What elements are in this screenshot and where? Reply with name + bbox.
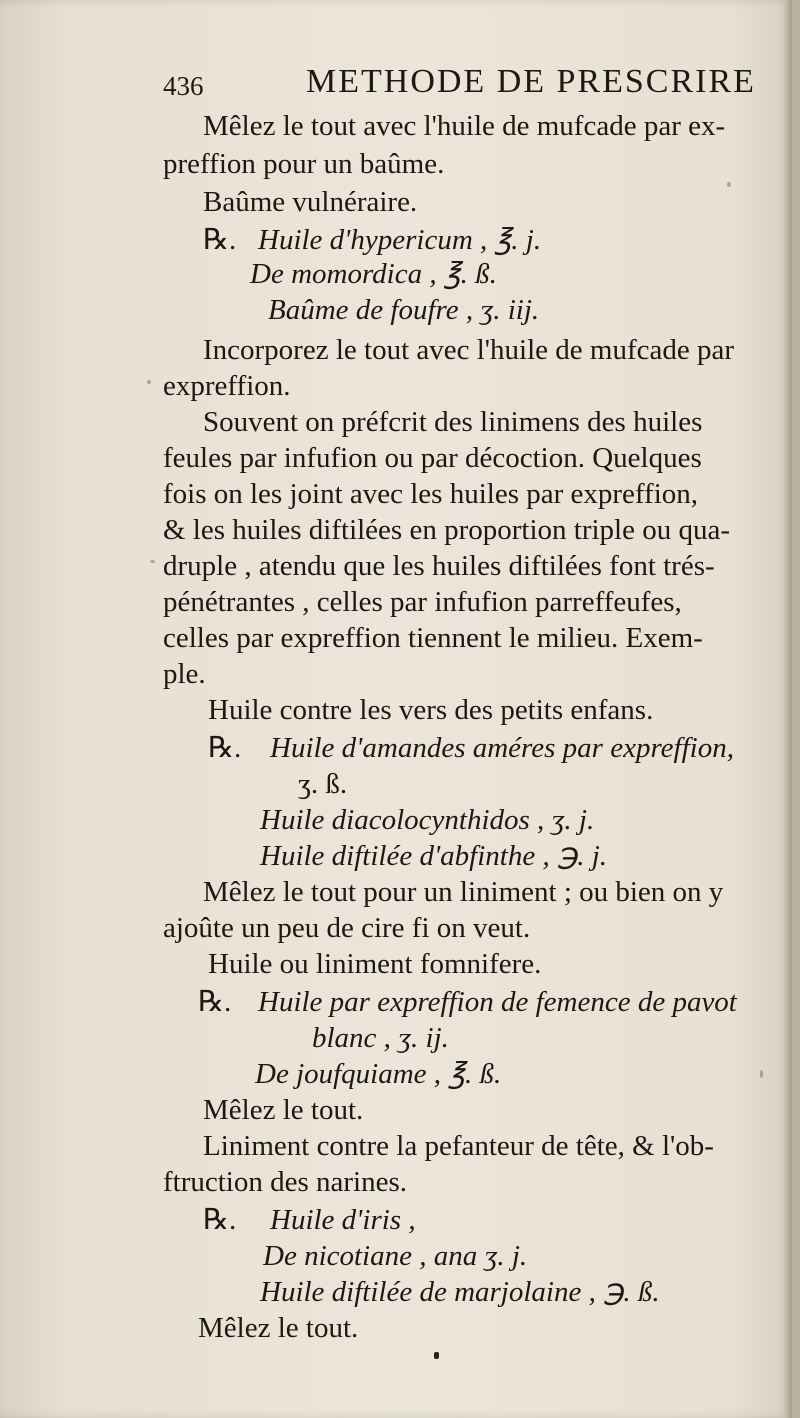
text-line: feules par infufion ou par décoction. Quelques bbox=[163, 442, 702, 474]
prescription-line: ʒ. ß. bbox=[298, 768, 348, 800]
prescription-line: blanc , ʒ. ij. bbox=[312, 1022, 449, 1054]
prescription-line: De momordica , ℥. ß. bbox=[250, 258, 497, 290]
running-head: METHODE DE PRESCRIRE bbox=[306, 63, 756, 100]
recipe-symbol: ℞. bbox=[198, 986, 232, 1018]
recipe-symbol: ℞. bbox=[208, 732, 242, 764]
prescription-line: Huile diftilée de marjolaine , ℈. ß. bbox=[260, 1276, 660, 1308]
prescription-line: Huile par expreffion de femence de pavot bbox=[258, 986, 737, 1018]
prescription-line: Baûme de foufre , ʒ. iij. bbox=[268, 294, 540, 326]
prescription-line: Huile diftilée d'abfinthe , ℈. j. bbox=[260, 840, 608, 872]
page-number: 436 bbox=[163, 71, 204, 101]
text-line: preffion pour un baûme. bbox=[163, 148, 445, 180]
text-line: Incorporez le tout avec l'huile de mufcade par bbox=[203, 334, 734, 366]
text-line: Huile contre les vers des petits enfans. bbox=[208, 694, 654, 726]
text-line: Huile ou liniment fomnifere. bbox=[208, 948, 542, 980]
text-line: expreffion. bbox=[163, 370, 291, 402]
text-line: ftruction des narines. bbox=[163, 1166, 408, 1198]
prescription-line: De nicotiane , ana ʒ. j. bbox=[263, 1240, 528, 1272]
text-line: fois on les joint avec les huiles par expreffion, bbox=[163, 478, 699, 510]
text-line: Mêlez le tout. bbox=[198, 1312, 359, 1344]
text-line: & les huiles diftilées en proportion triple ou qua- bbox=[163, 514, 730, 546]
text-line: Mêlez le tout pour un liniment ; ou bien on y bbox=[203, 876, 724, 908]
text-line: ajoûte un peu de cire fi on veut. bbox=[163, 912, 531, 944]
prescription-line: Huile diacolocynthidos , ʒ. j. bbox=[260, 804, 595, 836]
ink-mark bbox=[434, 1352, 439, 1359]
text-line: Mêlez le tout. bbox=[203, 1094, 364, 1126]
text-line: ple. bbox=[163, 658, 206, 690]
prescription-line: Huile d'amandes améres par expreffion, bbox=[270, 732, 734, 764]
text-line: Mêlez le tout avec l'huile de mufcade par ex- bbox=[203, 110, 726, 142]
text-line: Liniment contre la pefanteur de tête, & l'ob- bbox=[203, 1130, 714, 1162]
prescription-line: Huile d'iris , bbox=[270, 1204, 416, 1236]
text-line: Baûme vulnéraire. bbox=[203, 186, 418, 218]
recipe-symbol: ℞. bbox=[203, 224, 237, 256]
prescription-line: Huile d'hypericum , ℥. j. bbox=[258, 224, 542, 256]
text-line: Souvent on préfcrit des linimens des huiles bbox=[203, 406, 703, 438]
recipe-symbol: ℞. bbox=[203, 1204, 237, 1236]
text-line: pénétrantes , celles par infufion parreffeufes, bbox=[163, 586, 682, 618]
prescription-line: De joufquiame , ℥. ß. bbox=[255, 1058, 502, 1090]
text-line: celles par expreffion tiennent le milieu. Exem- bbox=[163, 622, 703, 654]
text-line: druple , atendu que les huiles diftilées font trés- bbox=[163, 550, 715, 582]
